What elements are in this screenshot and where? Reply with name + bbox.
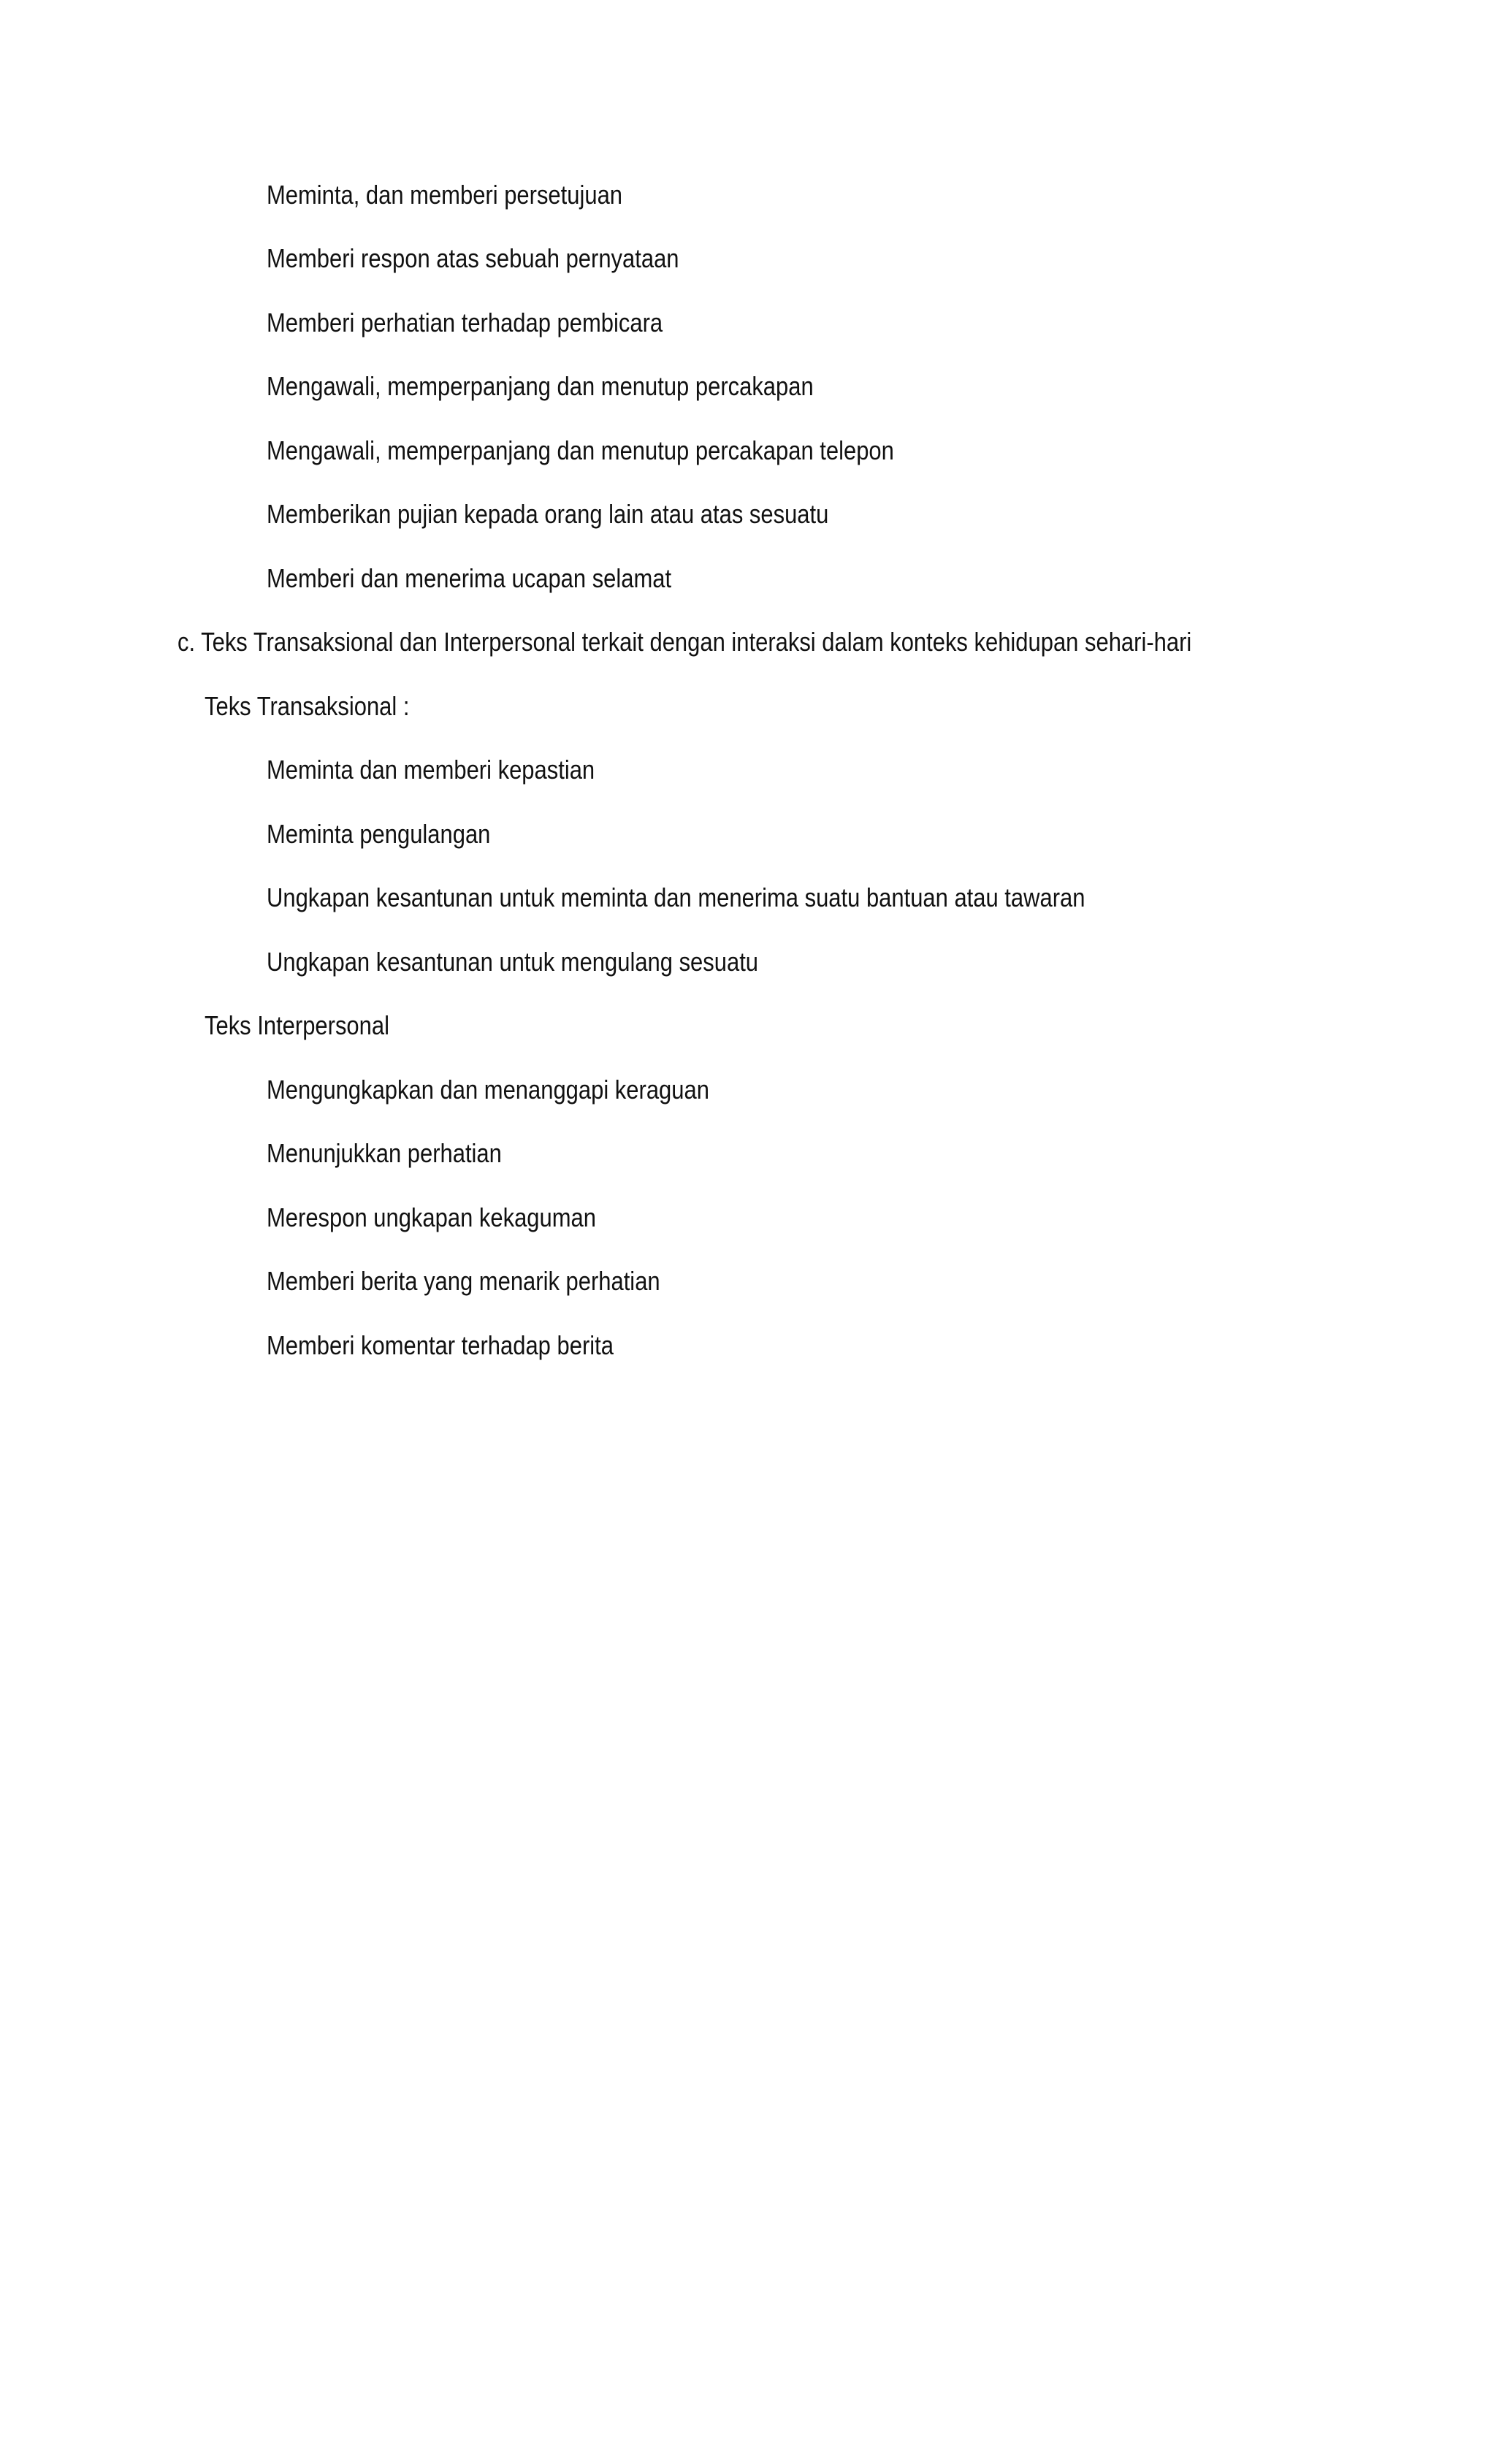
list-item: Meminta dan memberi kepastian — [267, 755, 595, 785]
list-item: Ungkapan kesantunan untuk meminta dan menerima suatu bantuan atau tawaran — [267, 882, 1085, 912]
transaksional-heading: Teks Transaksional : — [205, 691, 410, 721]
list-item: Mengungkapkan dan menanggapi keraguan — [267, 1075, 709, 1105]
interpersonal-heading: Teks Interpersonal — [205, 1010, 389, 1040]
list-item: Memberi perhatian terhadap pembicara — [267, 308, 663, 337]
list-item: Memberi respon atas sebuah pernyataan — [267, 243, 679, 273]
list-item: Meminta pengulangan — [267, 819, 491, 849]
list-item: Mengawali, memperpanjang dan menutup percakapan — [267, 371, 814, 401]
list-item: Meminta, dan memberi persetujuan — [267, 180, 623, 210]
list-item: Memberi komentar terhadap berita — [267, 1330, 614, 1360]
list-item: Memberikan pujian kepada orang lain atau atas sesuatu — [267, 499, 829, 529]
list-item: Ungkapan kesantunan untuk mengulang sesuatu — [267, 947, 759, 977]
list-item: Memberi dan menerima ucapan selamat — [267, 563, 672, 593]
list-item: Merespon ungkapan kekaguman — [267, 1202, 596, 1232]
list-item: Menunjukkan perhatian — [267, 1138, 502, 1168]
section-c-heading: c. Teks Transaksional dan Interpersonal terkait dengan interaksi dalam konteks kehidupan sehari-hari — [178, 627, 1192, 657]
list-item: Memberi berita yang menarik perhatian — [267, 1266, 660, 1296]
list-item: Mengawali, memperpanjang dan menutup percakapan telepon — [267, 435, 894, 465]
